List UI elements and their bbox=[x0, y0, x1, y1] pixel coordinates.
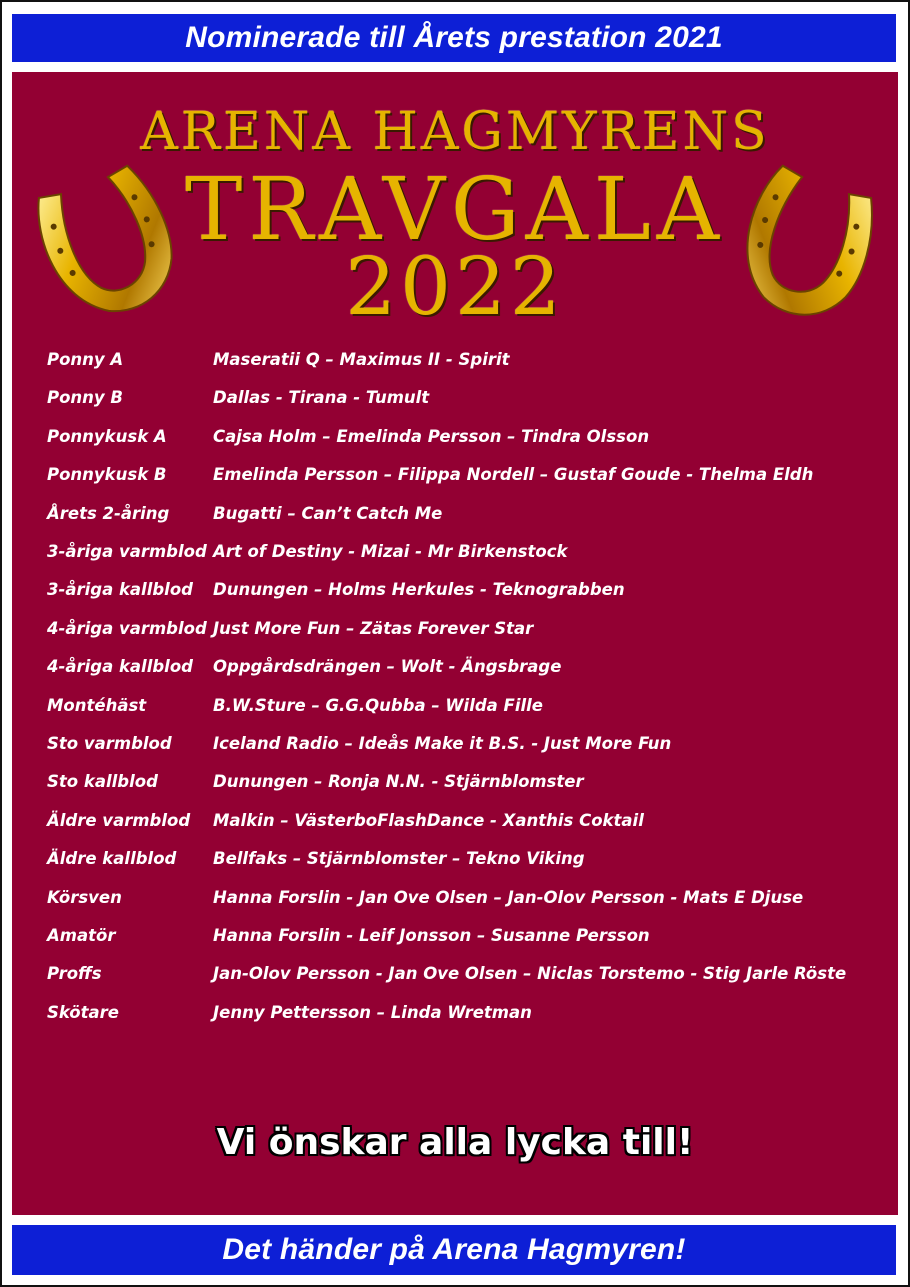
nomination-row bbox=[47, 888, 887, 918]
nomination-row bbox=[47, 964, 887, 994]
nominees-text: Bellfaks – Stjärnblomster – Tekno Viking bbox=[213, 849, 585, 868]
nominees-text: Oppgårdsdrängen – Wolt - Ängsbrage bbox=[213, 657, 562, 676]
category-label: Körsven bbox=[47, 888, 122, 907]
title-line-3: 2022 bbox=[345, 240, 565, 333]
category-label: Äldre kallblod bbox=[47, 849, 177, 868]
nominees-text: Maseratii Q – Maximus II - Spirit bbox=[213, 350, 510, 369]
good-luck-message: Vi önskar alla lycka till! bbox=[216, 1122, 694, 1163]
nomination-row bbox=[47, 772, 887, 802]
category-label: Amatör bbox=[47, 926, 116, 945]
category-label: 3-åriga varmblod bbox=[47, 542, 207, 561]
category-label: Sto varmblod bbox=[47, 734, 172, 753]
horseshoe-icon bbox=[730, 160, 880, 325]
nomination-row bbox=[47, 542, 887, 572]
nominees-text: Dunungen – Holms Herkules - Teknograbben bbox=[213, 580, 625, 599]
main-panel bbox=[12, 72, 898, 1215]
title-line-1: ARENA HAGMYRENS bbox=[140, 102, 770, 162]
category-label: Ponnykusk A bbox=[47, 427, 167, 446]
nominees-text: Cajsa Holm – Emelinda Persson – Tindra Olsson bbox=[213, 427, 650, 446]
bottom-banner: Det händer på Arena Hagmyren! bbox=[12, 1225, 896, 1275]
nominees-text: Art of Destiny - Mizai - Mr Birkenstock bbox=[213, 542, 568, 561]
nominees-text: Jenny Pettersson – Linda Wretman bbox=[213, 1003, 532, 1022]
category-label: Ponny A bbox=[47, 350, 124, 369]
category-label: Skötare bbox=[47, 1003, 119, 1022]
category-label: 3-åriga kallblod bbox=[47, 580, 193, 599]
nominees-text: Just More Fun – Zätas Forever Star bbox=[213, 619, 534, 638]
horseshoe-icon bbox=[30, 160, 180, 325]
nomination-row bbox=[47, 926, 887, 956]
nominees-text: Bugatti – Can’t Catch Me bbox=[213, 504, 443, 523]
nominees-text: Hanna Forslin - Leif Jonsson – Susanne Persson bbox=[213, 926, 650, 945]
category-label: Ponny B bbox=[47, 388, 123, 407]
nomination-row bbox=[47, 619, 887, 649]
nomination-row bbox=[47, 580, 887, 610]
nominees-text: Malkin – VästerboFlashDance - Xanthis Coktail bbox=[213, 811, 644, 830]
nomination-row bbox=[47, 696, 887, 726]
category-label: Årets 2-åring bbox=[47, 504, 170, 523]
category-label: 4-åriga varmblod bbox=[47, 619, 207, 638]
nominees-text: Dallas - Tirana - Tumult bbox=[213, 388, 430, 407]
title-block bbox=[12, 72, 898, 342]
nomination-row bbox=[47, 465, 887, 495]
nomination-row bbox=[47, 849, 887, 879]
top-banner: Nominerade till Årets prestation 2021 bbox=[12, 14, 896, 62]
category-label: Proffs bbox=[47, 964, 102, 983]
nominees-text: Emelinda Persson – Filippa Nordell – Gustaf Goude - Thelma Eldh bbox=[213, 465, 814, 484]
nomination-row bbox=[47, 427, 887, 457]
nomination-row bbox=[47, 504, 887, 534]
nomination-row bbox=[47, 350, 887, 380]
nomination-row bbox=[47, 388, 887, 418]
category-label: Montéhäst bbox=[47, 696, 147, 715]
nominees-text: B.W.Sture – G.G.Qubba – Wilda Fille bbox=[213, 696, 543, 715]
category-label: Äldre varmblod bbox=[47, 811, 191, 830]
category-label: Sto kallblod bbox=[47, 772, 158, 791]
category-label: 4-åriga kallblod bbox=[47, 657, 193, 676]
nomination-row bbox=[47, 734, 887, 764]
nomination-row bbox=[47, 1003, 887, 1033]
nomination-row bbox=[47, 657, 887, 687]
title-line-2: TRAVGALA bbox=[184, 160, 726, 260]
nominees-text: Dunungen – Ronja N.N. - Stjärnblomster bbox=[213, 772, 584, 791]
nominees-text: Hanna Forslin - Jan Ove Olsen – Jan-Olov Persson - Mats E Djuse bbox=[213, 888, 804, 907]
category-label: Ponnykusk B bbox=[47, 465, 167, 484]
nominees-text: Iceland Radio – Ideås Make it B.S. - Just More Fun bbox=[213, 734, 672, 753]
nomination-row bbox=[47, 811, 887, 841]
nominees-text: Jan-Olov Persson - Jan Ove Olsen – Niclas Torstemo - Stig Jarle Röste bbox=[213, 964, 847, 983]
